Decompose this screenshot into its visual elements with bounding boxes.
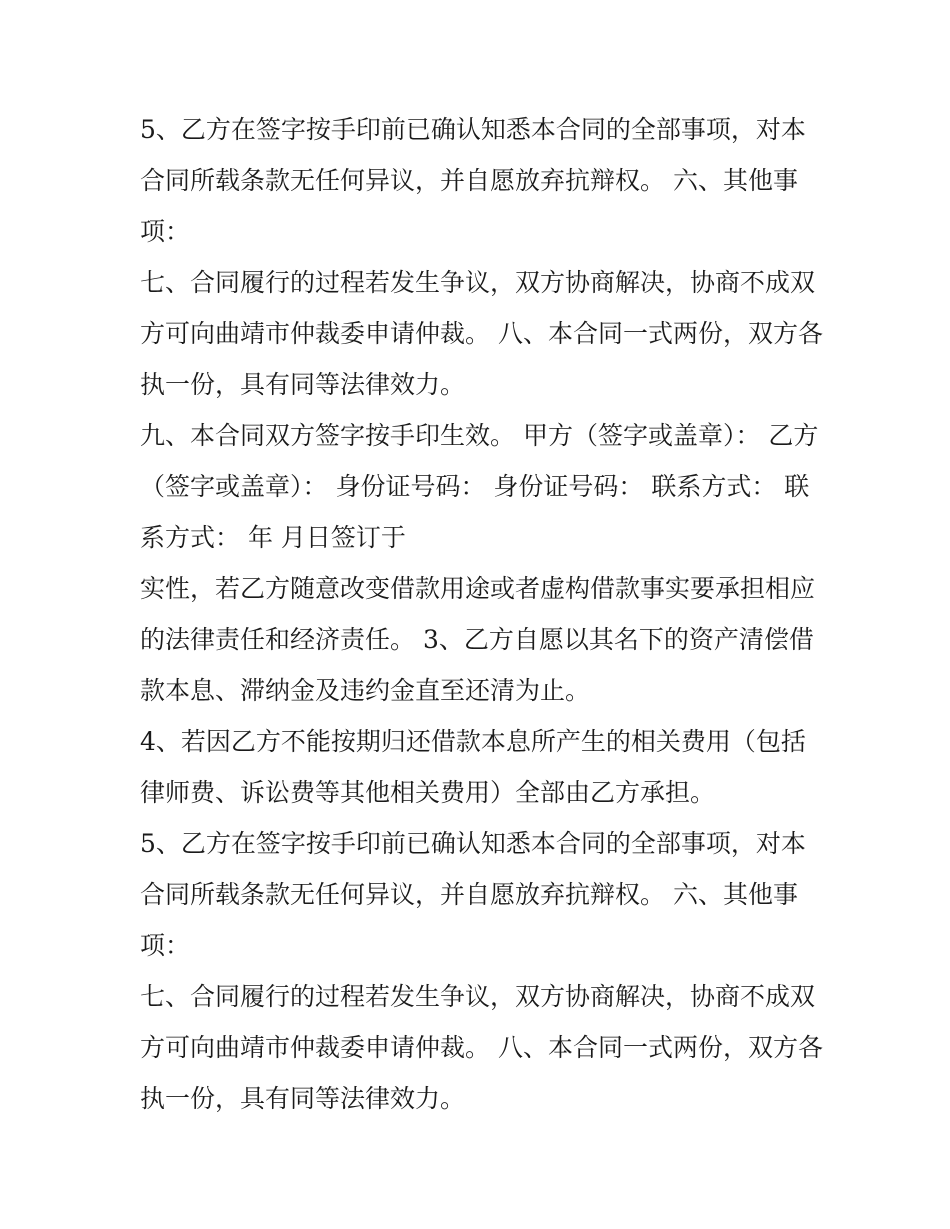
- paragraph-clause-9-signatures: 九、本合同双方签字按手印生效。 甲方（签字或盖章）： 乙方（签字或盖章）： 身份证号码： 身份证号码： 联系方式： 联系方式： 年 月日签订于: [140, 421, 819, 552]
- paragraph-clause-7-and-8-repeat: 七、合同履行的过程若发生争议，双方协商解决，协商不成双方可向曲靖市仲裁委申请仲裁。 八、本合同一式两份，双方各执一份，具有同等法律效力。: [140, 982, 823, 1113]
- paragraph-clause-3: 实性，若乙方随意改变借款用途或者虚构借款事实要承担相应的法律责任和经济责任。 3、乙方自愿以其名下的资产清偿借款本息、滞纳金及违约金直至还清为止。: [140, 574, 816, 705]
- paragraph-clause-5-and-6-repeat: 5、乙方在签字按手印前已确认知悉本合同的全部事项，对本合同所载条款无任何异议，并自愿放弃抗辩权。 六、其他事项：: [140, 829, 806, 960]
- paragraph-clause-7-and-8: 七、合同履行的过程若发生争议，双方协商解决，协商不成双方可向曲靖市仲裁委申请仲裁。 八、本合同一式两份，双方各执一份，具有同等法律效力。: [140, 268, 823, 399]
- paragraph-clause-5-and-6: 5、乙方在签字按手印前已确认知悉本合同的全部事项，对本合同所载条款无任何异议，并自愿放弃抗辩权。 六、其他事项：: [140, 115, 806, 246]
- document-body: [140, 104, 830, 1124]
- paragraph-clause-4: 4、若因乙方不能按期归还借款本息所产生的相关费用（包括律师费、诉讼费等其他相关费用）全部由乙方承担。: [140, 727, 806, 807]
